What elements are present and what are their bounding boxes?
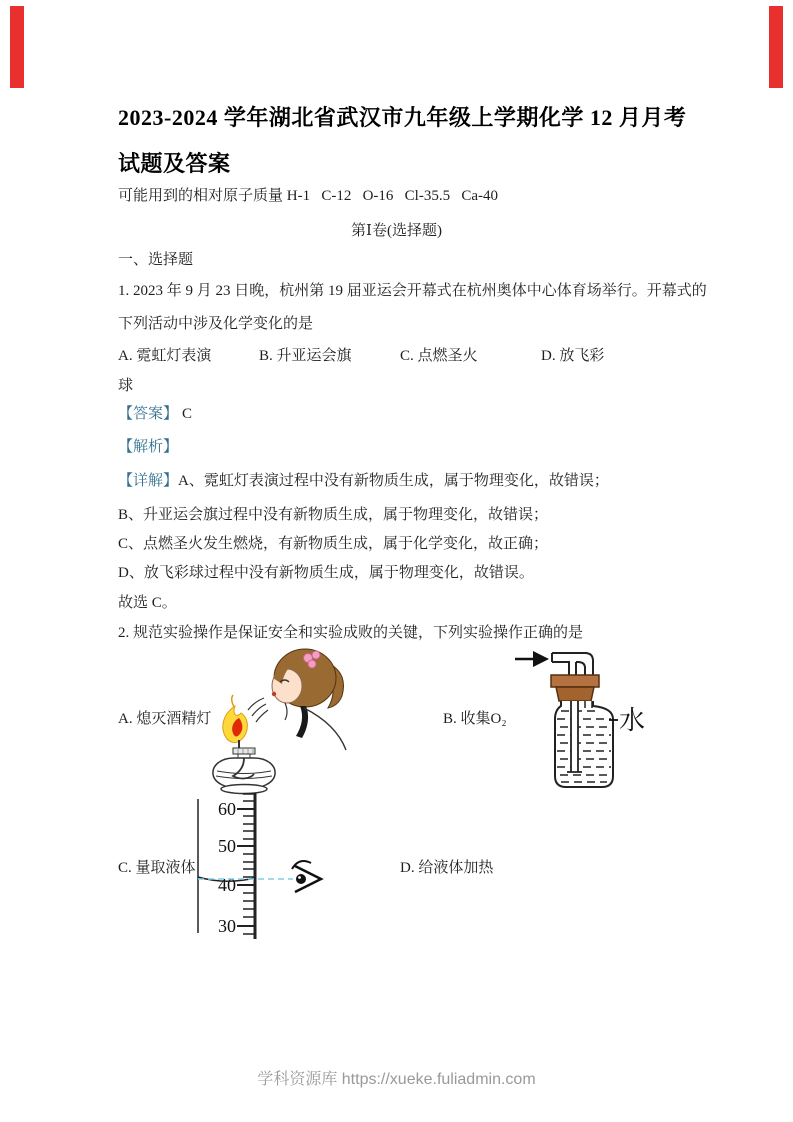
q2-stem: 2. 规范实验操作是保证安全和实验成败的关键，下列实验操作正确的是	[118, 625, 584, 641]
q1-detail-line1	[118, 471, 609, 491]
part-heading: 一、选择题	[118, 252, 194, 268]
observer-eye-icon	[292, 861, 321, 892]
section-heading: 第Ⅰ卷(选择题)	[351, 223, 442, 239]
bottle-body	[555, 701, 645, 787]
q1-stem-line2: 下列活动中涉及化学变化的是	[118, 316, 314, 332]
q1-analysis-line	[118, 437, 178, 457]
rubber-stopper	[551, 675, 599, 701]
footer-site-link[interactable]: 学科资源库 https://xueke.fuliadmin.com	[257, 1071, 536, 1088]
scale-label-40: 40	[218, 875, 236, 895]
water-label: 水	[619, 706, 646, 735]
q1-stem-line1: 1. 2023 年 9 月 23 日晚，杭州第 19 届亚运会开幕式在杭州奥体中心体育场举行。开幕式的	[118, 283, 707, 299]
left-red-accent-bar	[10, 6, 24, 88]
q1-option-a: A. 霓虹灯表演	[118, 348, 212, 364]
atomic-mass-note: 可能用到的相对原子质量 H-1 C-12 O-16 Cl-35.5 Ca-40	[118, 188, 498, 204]
delivery-tubes	[552, 653, 593, 677]
girl-blowing-icon	[248, 649, 346, 750]
q1-option-c: C. 点燃圣火	[400, 348, 478, 364]
scale-label-30: 30	[218, 916, 236, 936]
gas-flow-arrow-icon	[515, 651, 549, 667]
q2-option-c-label: C. 量取液体	[118, 860, 196, 876]
document-title-line1: 2023-2024 学年湖北省武汉市九年级上学期化学 12 月月考	[118, 105, 687, 130]
detail-text-a: A、霓虹灯表演过程中没有新物质生成，属于物理变化，故错误；	[178, 473, 609, 489]
q1-detail-line3: C、点燃圣火发生燃烧，有新物质生成，属于化学变化，故正确；	[118, 536, 549, 552]
q1-conclusion: 故选 C。	[118, 595, 177, 611]
answer-tag: 【答案】	[118, 406, 179, 422]
alcohol-lamp-icon	[213, 695, 275, 794]
q2-option-d-label: D. 给液体加热	[400, 860, 494, 876]
detail-tag: 【详解】	[118, 473, 179, 489]
scale-label-60: 60	[218, 799, 236, 819]
q2-option-b-label: B. 收集O₂	[443, 711, 507, 727]
q1-answer-line	[118, 404, 192, 424]
document-title-line2: 试题及答案	[118, 151, 231, 176]
q1-detail-line2: B、升亚运会旗过程中没有新物质生成，属于物理变化，故错误；	[118, 507, 549, 523]
figure-measuring-cylinder	[193, 793, 328, 943]
minor-ticks	[243, 794, 255, 934]
right-red-accent-bar	[769, 6, 783, 88]
q1-option-d-wrap: 球	[118, 378, 134, 394]
figure-blow-out-alcohol-lamp	[190, 644, 355, 796]
figure-gas-collection-bottle	[505, 645, 655, 795]
answer-value: C	[182, 406, 193, 422]
q1-option-b: B. 升亚运会旗	[259, 348, 352, 364]
analysis-tag: 【解析】	[118, 439, 179, 455]
q2-option-a-label: A. 熄灭酒精灯	[118, 711, 212, 727]
scale-label-50: 50	[218, 836, 236, 856]
q1-option-d: D. 放飞彩	[541, 348, 605, 364]
q1-detail-line4: D、放飞彩球过程中没有新物质生成，属于物理变化，故错误。	[118, 565, 534, 581]
